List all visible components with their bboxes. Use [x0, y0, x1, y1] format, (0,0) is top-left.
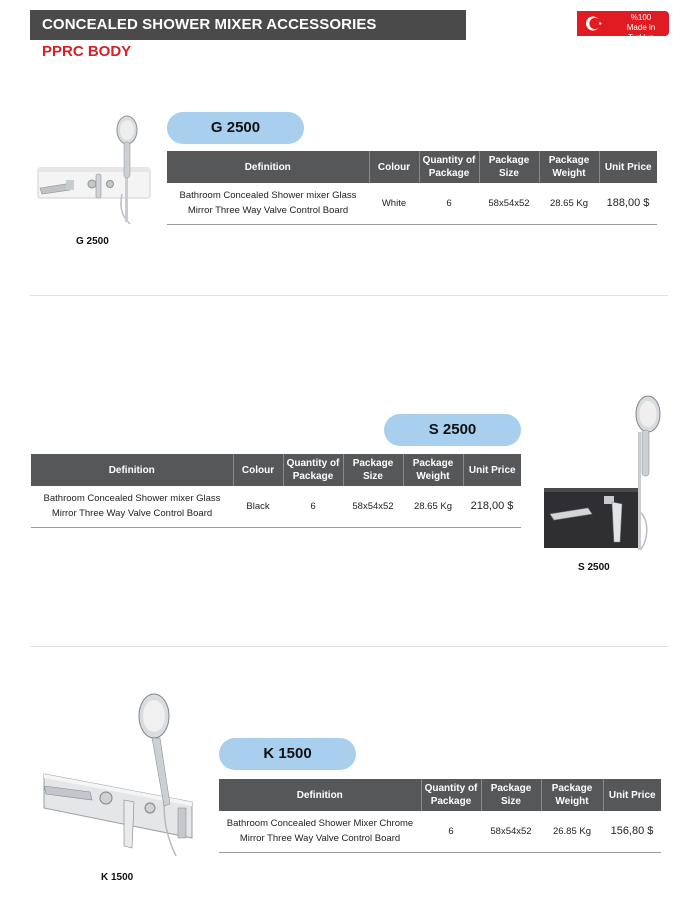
definition-line: Bathroom Concealed Shower Mixer Chrome — [226, 818, 414, 830]
price-cell: 188,00 $ — [599, 183, 657, 224]
column-header: Unit Price — [603, 779, 661, 811]
column-header: Definition — [219, 779, 421, 811]
definition-line: Mirror Three Way Valve Control Board — [187, 205, 349, 217]
definition-line: Bathroom Concealed Shower mixer Glass — [179, 190, 357, 202]
made-in-turkiye-badge — [577, 11, 669, 42]
column-header: Colour — [233, 454, 283, 486]
definition-line: Bathroom Concealed Shower mixer Glass — [43, 493, 221, 505]
definition-cell — [167, 183, 369, 224]
column-header: Package Weight — [403, 454, 463, 486]
weight-cell: 26.85 Kg — [541, 811, 603, 852]
product-image-label: K 1500 — [101, 872, 134, 883]
product-spec-table — [219, 779, 661, 853]
badge-made-in: Made in Turkiye — [626, 23, 656, 42]
quantity-cell: 6 — [421, 811, 481, 852]
definition-cell — [31, 486, 233, 527]
column-header: Package Size — [343, 454, 403, 486]
table-row — [219, 811, 661, 852]
quantity-cell: 6 — [419, 183, 479, 224]
table-row — [167, 183, 657, 224]
header-bar — [30, 10, 466, 40]
column-header: Definition — [31, 454, 233, 486]
column-header: Definition — [167, 151, 369, 183]
product-image-label: S 2500 — [578, 562, 610, 573]
column-header: Quantity of Package — [419, 151, 479, 183]
definition-line: Mirror Three Way Valve Control Board — [51, 508, 213, 520]
size-cell: 58x54x52 — [479, 183, 539, 224]
section-divider — [30, 295, 668, 296]
page-title: CONCEALED SHOWER MIXER ACCESSORIES — [42, 16, 377, 33]
definition-cell — [219, 811, 421, 852]
turkey-flag-icon — [577, 11, 615, 36]
column-header: Colour — [369, 151, 419, 183]
table-row — [31, 486, 521, 527]
page-subtitle: PPRC BODY — [42, 43, 132, 60]
size-cell: 58x54x52 — [343, 486, 403, 527]
column-header: Quantity of Package — [283, 454, 343, 486]
size-cell: 58x54x52 — [481, 811, 541, 852]
quantity-cell: 6 — [283, 486, 343, 527]
badge-percent: %100 — [630, 13, 652, 22]
column-header: Package Size — [481, 779, 541, 811]
model-pill: S 2500 — [384, 414, 521, 446]
chrome-shower-mixer-image — [30, 688, 206, 863]
product-spec-table — [31, 454, 521, 528]
price-cell: 218,00 $ — [463, 486, 521, 527]
column-header: Unit Price — [463, 454, 521, 486]
white-glass-shower-mixer-image — [30, 112, 160, 227]
weight-cell: 28.65 Kg — [539, 183, 599, 224]
section-divider — [30, 646, 668, 647]
product-image-label: G 2500 — [76, 236, 109, 247]
column-header: Package Weight — [539, 151, 599, 183]
model-pill: G 2500 — [167, 112, 304, 144]
column-header: Package Size — [479, 151, 539, 183]
weight-cell: 28.65 Kg — [403, 486, 463, 527]
column-header: Package Weight — [541, 779, 603, 811]
black-glass-shower-mixer-image — [522, 392, 668, 555]
column-header: Unit Price — [599, 151, 657, 183]
price-cell: 156,80 $ — [603, 811, 661, 852]
colour-cell: Black — [233, 486, 283, 527]
definition-line: Mirror Three Way Valve Control Board — [239, 833, 401, 845]
colour-cell: White — [369, 183, 419, 224]
column-header: Quantity of Package — [421, 779, 481, 811]
product-spec-table — [167, 151, 657, 225]
model-pill: K 1500 — [219, 738, 356, 770]
